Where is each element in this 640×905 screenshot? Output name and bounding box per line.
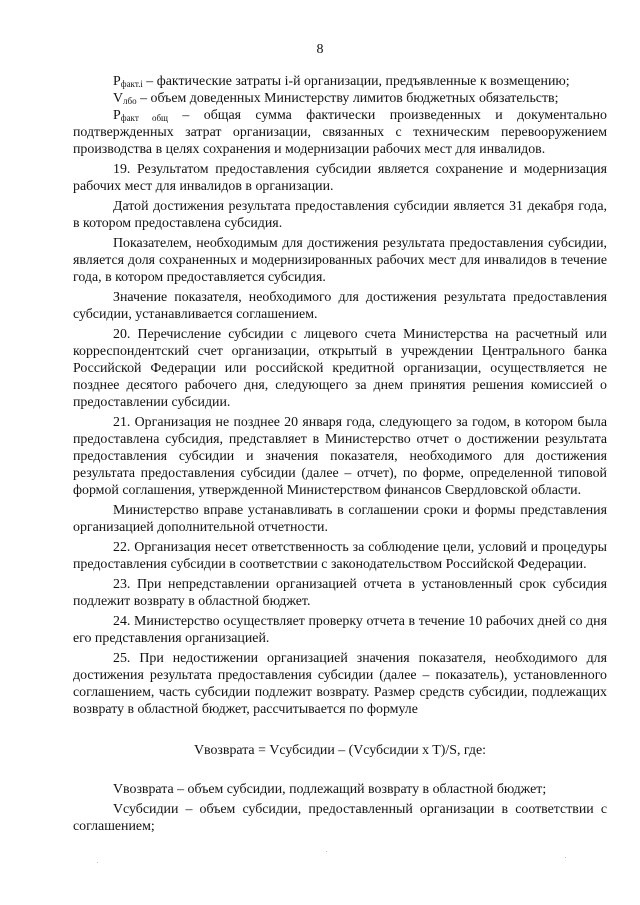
page-body: [73, 73, 607, 835]
definition-subscript: факт общ: [120, 113, 168, 123]
scan-speck: [326, 851, 327, 852]
definition-subscript: факт.i: [120, 79, 143, 89]
paragraph-22: 22. Организация несет ответственность за соблюдение цели, условий и процедуры предоставления субсидии в соответствии с законодательством Российской Федерации.: [73, 540, 607, 572]
definition-symbol: P: [113, 108, 121, 123]
definition-p-fact-total: [73, 107, 607, 158]
definition-text: – фактические затраты i-й организации, предъявленные к возмещению;: [142, 74, 570, 89]
scan-speck: [565, 857, 566, 858]
paragraph-24: 24. Министерство осуществляет проверку отчета в течение 10 рабочих дней со дня его представления организацией.: [73, 614, 607, 646]
definition-symbol: V: [113, 91, 124, 106]
paragraph-25: 25. При недостижении организацией значения показателя, необходимого для достижения результата предоставления субсидии (далее – показатель), установленного соглашением, часть субсидии подлежит возврату. Размер средств субсидии, подлежащих возврату в областной бюджет, рассчитывается по формуле: [73, 651, 607, 717]
definition-symbol: P: [113, 74, 121, 89]
definition-p-fact-i: [73, 73, 607, 90]
definition-v-refund: Vвозврата – объем субсидии, подлежащий возврату в областной бюджет;: [113, 782, 547, 797]
paragraph-19: 19. Результатом предоставления субсидии является сохранение и модернизация рабочих мест для инвалидов в организации.: [73, 162, 607, 194]
paragraph-21-reporting: Министерство вправе устанавливать в соглашении сроки и формы представления организацией дополнительной отчетности.: [73, 503, 607, 535]
page-number: 8: [316, 42, 324, 57]
definition-text: – объем доведенных Министерству лимитов бюджетных обязательств;: [136, 91, 559, 106]
definition-v-lbo: [73, 90, 607, 107]
definition-subscript: лбо: [123, 96, 137, 106]
paragraph-21: 21. Организация не позднее 20 января года, следующего за годом, в котором была предоставлена субсидия, представляет в Министерство отчет о достижении результата предоставления субсидии и значения показателя, необходимого для достижения результата предоставления субсидии (далее – отчет), по форме, определенной типовой формой соглашения, утвержденной Министерством финансов Свердловской области.: [73, 415, 607, 498]
definition-v-subsidy: Vсубсидии – объем субсидии, предоставленный организации в соответствии с соглашением;: [73, 802, 607, 834]
scan-speck: [97, 862, 98, 863]
paragraph-19-date: Датой достижения результата предоставления субсидии является 31 декабря года, в котором предоставлена субсидия.: [73, 199, 607, 231]
paragraph-19-value: Значение показателя, необходимого для достижения результата предоставления субсидии, устанавливается соглашением.: [73, 290, 607, 322]
definition-text: – общая сумма фактически произведенных и документально подтвержденных затрат организации, связанных с техническим перевооружением производства в целях сохранения и модернизации рабочих мест для инвалидов.: [73, 108, 607, 157]
paragraph-23: 23. При непредставлении организацией отчета в установленный срок субсидия подлежит возврату в областной бюджет.: [73, 577, 607, 609]
paragraph-19-indicator: Показателем, необходимым для достижения результата предоставления субсидии, является доля сохраненных и модернизированных рабочих мест для инвалидов в течение года, в котором предоставляется субсидия.: [73, 236, 607, 285]
refund-formula: Vвозврата = Vсубсидии – (Vсубсидии x T)/S, где:: [193, 743, 487, 758]
paragraph-20: 20. Перечисление субсидии с лицевого счета Министерства на расчетный или корреспондентский счет организации, открытый в учреждении Центрального банка Российской Федерации или российской кредитной организации, осуществляется не позднее десятого рабочего дня, следующего за днем принятия решения комиссией о предоставлении субсидии.: [73, 327, 607, 410]
